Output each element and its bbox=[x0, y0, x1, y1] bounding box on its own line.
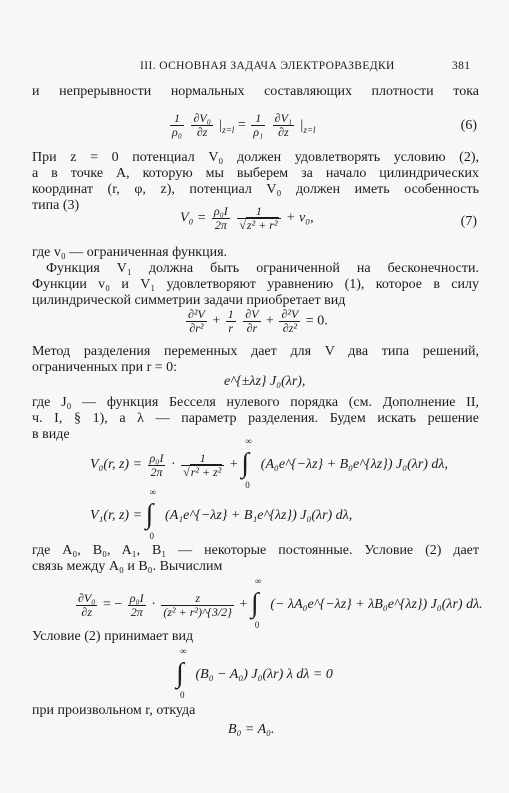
paragraph-line: при произвольном r, откуда bbox=[32, 703, 196, 718]
V1-expansion: V₁(r, z) = ∫ ∞ 0 (A₁e^{−λz} + B₁e^{λz}) J₀(λr) dλ, bbox=[90, 487, 353, 541]
integral-sign: ∫ ∞ 0 bbox=[250, 576, 262, 630]
condition-integral: ∫ ∞ 0 (B₀ − A₀) J₀(λr) λ dλ = 0 bbox=[176, 646, 333, 700]
paragraph-line: ограниченных при r = 0: bbox=[32, 360, 178, 375]
paragraph-line: где A₀, B₀, A₁, B₁ — некоторые постоянные. Условие (2) дает bbox=[32, 543, 479, 558]
paragraph-line: Метод разделения переменных дает для V два типа решений, bbox=[32, 344, 479, 359]
paragraph-line: где v₀ — ограниченная функция. bbox=[32, 245, 228, 260]
paragraph-line: цилиндрической симметрии задачи приобретает вид bbox=[32, 293, 346, 308]
integral-sign: ∫ ∞ 0 bbox=[176, 646, 187, 700]
B0-equals-A0: B₀ = A₀. bbox=[228, 722, 275, 737]
paragraph-line: При z = 0 потенциал V₀ должен удовлетворять условию (2), bbox=[32, 150, 479, 165]
paragraph-line: а в точке A, которую мы выберем за начало цилиндрических bbox=[32, 166, 479, 181]
integral-sign: ∫ ∞ 0 bbox=[241, 436, 252, 490]
separated-solution: e^{±λz} J₀(λr), bbox=[224, 374, 306, 389]
paragraph-line: в виде bbox=[32, 427, 70, 442]
equation-number: (7) bbox=[460, 214, 477, 229]
equation-number: (6) bbox=[460, 118, 477, 133]
equation-7: V₀ = $\frac{\text{ρ₀I}}{2\pi}$ $\frac{1}{\text{√z² + r²}}$ + v₀, bbox=[180, 204, 314, 232]
paragraph-line: Функции v₀ и V₁ удовлетворяют уравнению (1), которое в силу bbox=[32, 277, 479, 292]
paragraph-line: ч. I, § 1), а λ — параметр разделения. Будем искать решение bbox=[32, 411, 479, 426]
running-head: III. ОСНОВНАЯ ЗАДАЧА ЭЛЕКТРОРАЗВЕДКИ bbox=[140, 60, 395, 72]
equation-6: $\frac{1}{\text{ρ₀}}$ $\frac{\text{∂V₀}}{\partial z}$ $|_{z=l}$ = $\frac{1}{\text{ρ₁}}$ $\frac{\text{∂V₁}}{\partial z}$ $|_{z=l}$ bbox=[172, 111, 316, 139]
laplace-equation: $\frac{\text{∂²V}}{\text{∂r²}}$ + $\frac{1}{r}$ $\frac{\partial V}{\partial r}$ + $\frac{\text{∂²V}}{\text{∂z²}}$ = 0. bbox=[188, 307, 328, 335]
paragraph-line: где J₀ — функция Бесселя нулевого порядка (см. Дополнение II, bbox=[32, 395, 479, 410]
paragraph-line: типа (3) bbox=[32, 198, 80, 213]
page-number: 381 bbox=[452, 60, 471, 72]
integral-sign: ∫ ∞ 0 bbox=[145, 487, 156, 541]
dV0-dz-equation: $\frac{\text{∂V₀}}{\partial z}$ = − $\frac{\text{ρ₀I}}{2\pi}$ · $\frac{z}{\text{(z² + r²)\textasciicircum{}\{3/2\}}}$ + ∫ ∞ 0 (− λA₀e^{−λz} + λB₀e^{λz}) J₀(λr) dλ. bbox=[78, 576, 483, 630]
paragraph-line: Условие (2) принимает вид bbox=[32, 629, 194, 644]
paragraph-line: координат (r, φ, z), потенциал V₀ должен иметь особенность bbox=[32, 182, 479, 197]
V0-expansion: V₀(r, z) = $\frac{\text{ρ₀I}}{2\pi}$ · $\frac{1}{\text{√r² + z²}}$ + ∫ ∞ 0 (A₀e^{−λz} + B₀e^{λz}) J₀(λr) dλ, bbox=[90, 436, 448, 490]
paragraph-line: Функция V₁ должна быть ограниченной на бесконечности. bbox=[46, 261, 479, 276]
paragraph-line: связь между A₀ и B₀. Вычислим bbox=[32, 559, 223, 574]
paragraph-line: и непрерывности нормальных составляющих плотности тока bbox=[32, 84, 479, 99]
